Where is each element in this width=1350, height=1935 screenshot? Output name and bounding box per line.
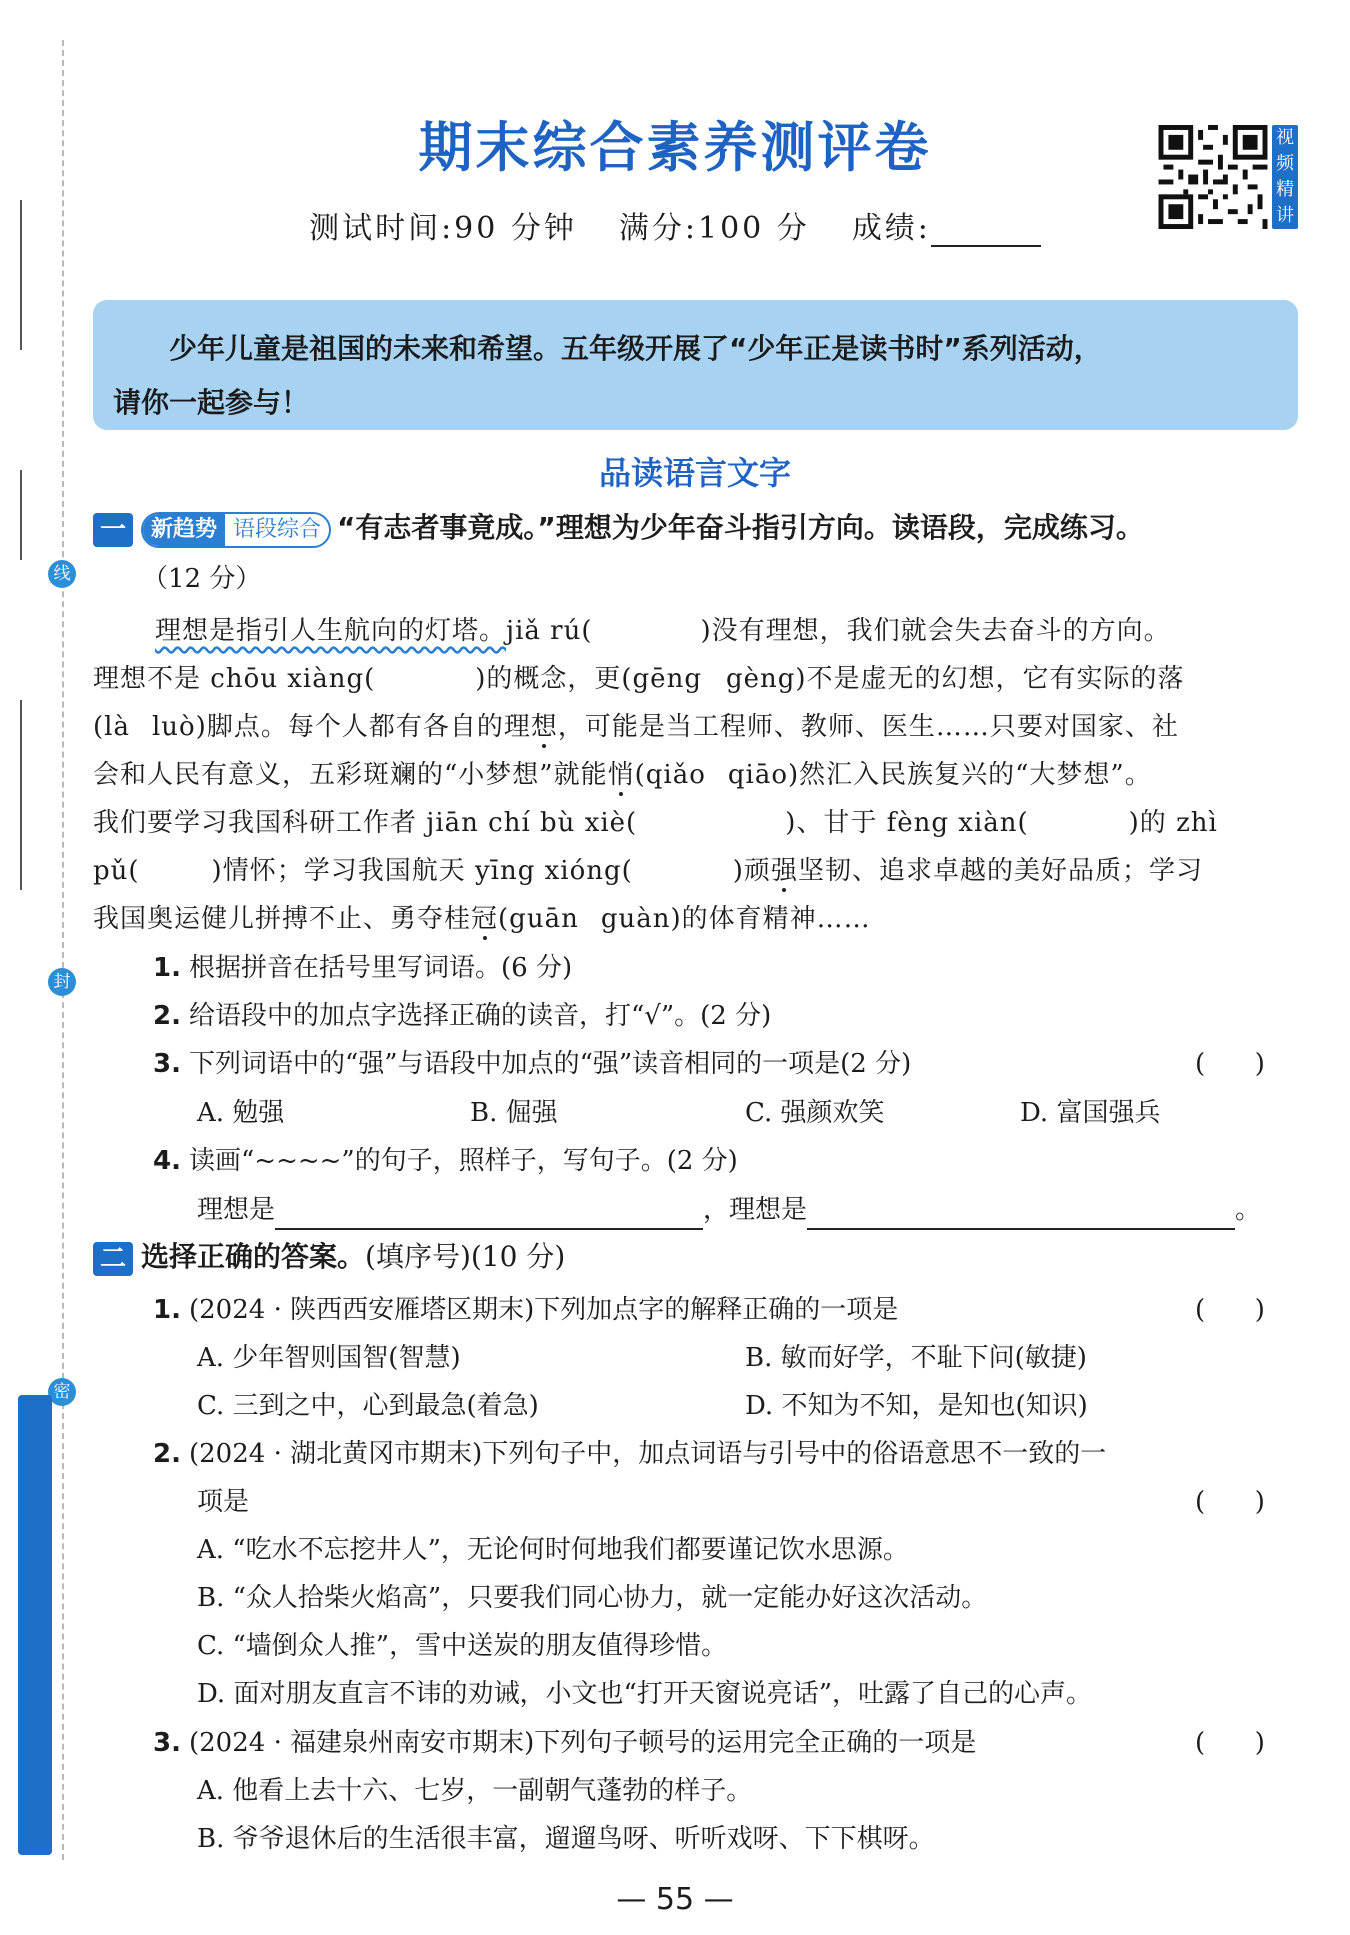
option-a[interactable]: A. 勉强 — [197, 1098, 285, 1128]
sub-question-4: 4. 读画“~~~~”的句子，照样子，写句子。(2 分) — [153, 1146, 738, 1176]
binding-circle-feng: 封 — [48, 968, 76, 996]
answer-blank[interactable] — [807, 1200, 1235, 1230]
trend-tag-new: 新趋势 — [143, 514, 225, 546]
sub-question-1: 1. 根据拼音在括号里写词语。(6 分) — [153, 953, 573, 983]
page-title: 期末综合素养测评卷 — [418, 115, 932, 179]
question-points: （12 分） — [142, 564, 262, 594]
option-c[interactable]: C. 三到之中，心到最急(着急) — [197, 1391, 539, 1421]
item-2: 2. (2024 · 湖北黄冈市期末)下列句子中，加点词语与引号中的俗语意思不一致的一 — [153, 1439, 1107, 1469]
intro-line-1: 少年儿童是祖国的未来和希望。五年级开展了“少年正是读书时”系列活动， — [169, 332, 1102, 365]
dotted-char: 冠 — [471, 904, 499, 934]
qr-label: 视频精讲 — [1272, 125, 1298, 229]
passage-line: 我们要学习我国科研工作者 jiān chí bù xiè( )、甘于 fèng xiàn( )的 zhì — [93, 808, 1218, 838]
passage-line: pǔ( )情怀；学习我国航天 yīng xióng( )顽强坚韧、追求卓越的美好品质；学习 — [93, 856, 1203, 886]
exam-full-score: 满分:100 分 — [618, 211, 810, 246]
binding-field-line — [20, 700, 22, 890]
passage-line: 会和人民有意义，五彩斑斓的“小梦想”就能悄(qiǎo qiāo)然汇入民族复兴的“大梦想”。 — [93, 760, 1152, 790]
passage-line: 理想不是 chōu xiàng( )的概念，更(gēng gèng)不是虚无的幻想，它有实际的落 — [93, 664, 1185, 694]
sub-question-4-answer: 理想是 ，理想是 。 — [197, 1190, 1350, 1230]
wavy-sentence: 理想是指引人生航向的灯塔。 — [155, 616, 507, 646]
option-c[interactable]: C. 强颜欢笑 — [745, 1098, 885, 1128]
result-blank[interactable] — [931, 219, 1041, 247]
option-d[interactable]: D. 面对朋友直言不讳的劝诫，小文也“打开天窗说亮话”，吐露了自己的心声。 — [197, 1679, 1093, 1709]
trend-tag — [141, 512, 331, 548]
item-3: 3. (2024 · 福建泉州南安市期末)下列句子顿号的运用完全正确的一项是 — [153, 1728, 977, 1758]
answer-paren[interactable]: ( ) — [1195, 1728, 1265, 1758]
exam-result-label: 成绩: — [851, 211, 931, 246]
answer-paren[interactable]: ( ) — [1195, 1295, 1265, 1325]
exam-time: 测试时间:90 分钟 — [309, 211, 577, 246]
question-points: (填序号)(10 分) — [365, 1240, 566, 1273]
option-b[interactable]: B. “众人拾柴火焰高”，只要我们同心协力，就一定能办好这次活动。 — [197, 1583, 988, 1613]
item-2-cont: 项是 — [197, 1487, 250, 1517]
question-prompt: 选择正确的答案。 — [141, 1240, 366, 1273]
answer-blank[interactable] — [275, 1200, 703, 1230]
intro-box — [93, 300, 1298, 430]
option-b[interactable]: B. 敏而好学，不耻下问(敏捷) — [745, 1343, 1087, 1373]
binding-dashed-line — [62, 40, 64, 1860]
dotted-char: 悄 — [607, 760, 635, 790]
option-d[interactable]: D. 不知为不知，是知也(知识) — [745, 1391, 1088, 1421]
answer-paren[interactable]: ( ) — [1195, 1487, 1265, 1517]
item-1: 1. (2024 · 陕西西安雁塔区期末)下列加点字的解释正确的一项是 — [153, 1295, 899, 1325]
dotted-char: 想 — [530, 712, 558, 742]
question-number: 二 — [93, 1242, 133, 1276]
passage-line: 我国奥运健儿拼搏不止、勇夺桂冠(guān guàn)的体育精神…… — [93, 904, 871, 934]
question-prompt: “有志者事竟成。”理想为少年奋斗指引方向。读语段，完成练习。 — [337, 511, 1144, 544]
option-c[interactable]: C. “墙倒众人推”，雪中送炭的朋友值得珍惜。 — [197, 1631, 728, 1661]
question-1-header — [93, 508, 1303, 548]
exam-meta — [0, 203, 1350, 247]
passage-line: 理想是指引人生航向的灯塔。jiǎ rú( )没有理想，我们就会失去奋斗的方向。 — [155, 616, 1171, 646]
section-title: 品读语言文字 — [598, 454, 791, 492]
dotted-char: 强 — [770, 856, 798, 886]
trend-tag-type: 语段综合 — [233, 516, 322, 542]
sub-question-2: 2. 给语段中的加点字选择正确的读音，打“√”。(2 分) — [153, 1001, 772, 1031]
question-2-header — [93, 1237, 1303, 1277]
binding-ribbon — [18, 1395, 52, 1855]
option-a[interactable]: A. 他看上去十六、七岁，一副朝气蓬勃的样子。 — [197, 1776, 753, 1806]
option-b[interactable]: B. 倔强 — [470, 1098, 558, 1128]
option-d[interactable]: D. 富国强兵 — [1020, 1098, 1161, 1128]
option-a[interactable]: A. 少年智则国智(智慧) — [197, 1343, 461, 1373]
question-number: 一 — [93, 513, 133, 547]
answer-paren[interactable]: ( ) — [1195, 1049, 1265, 1079]
option-b[interactable]: B. 爷爷退休后的生活很丰富，遛遛鸟呀、听听戏呀、下下棋呀。 — [197, 1824, 935, 1854]
binding-circle-mi: 密 — [48, 1378, 76, 1406]
passage-line: (là luò)脚点。每个人都有各自的理想，可能是当工程师、教师、医生……只要对国家、社 — [93, 712, 1179, 742]
option-a[interactable]: A. “吃水不忘挖井人”，无论何时何地我们都要谨记饮水思源。 — [197, 1535, 909, 1565]
page-number: — 55 — — [616, 1882, 734, 1917]
sub-question-3: 3. 下列词语中的“强”与语段中加点的“强”读音相同的一项是(2 分) — [153, 1049, 912, 1079]
intro-line-2: 请你一起参与！ — [113, 386, 310, 419]
binding-circle-xian: 线 — [48, 560, 76, 588]
binding-strip — [0, 0, 72, 1935]
